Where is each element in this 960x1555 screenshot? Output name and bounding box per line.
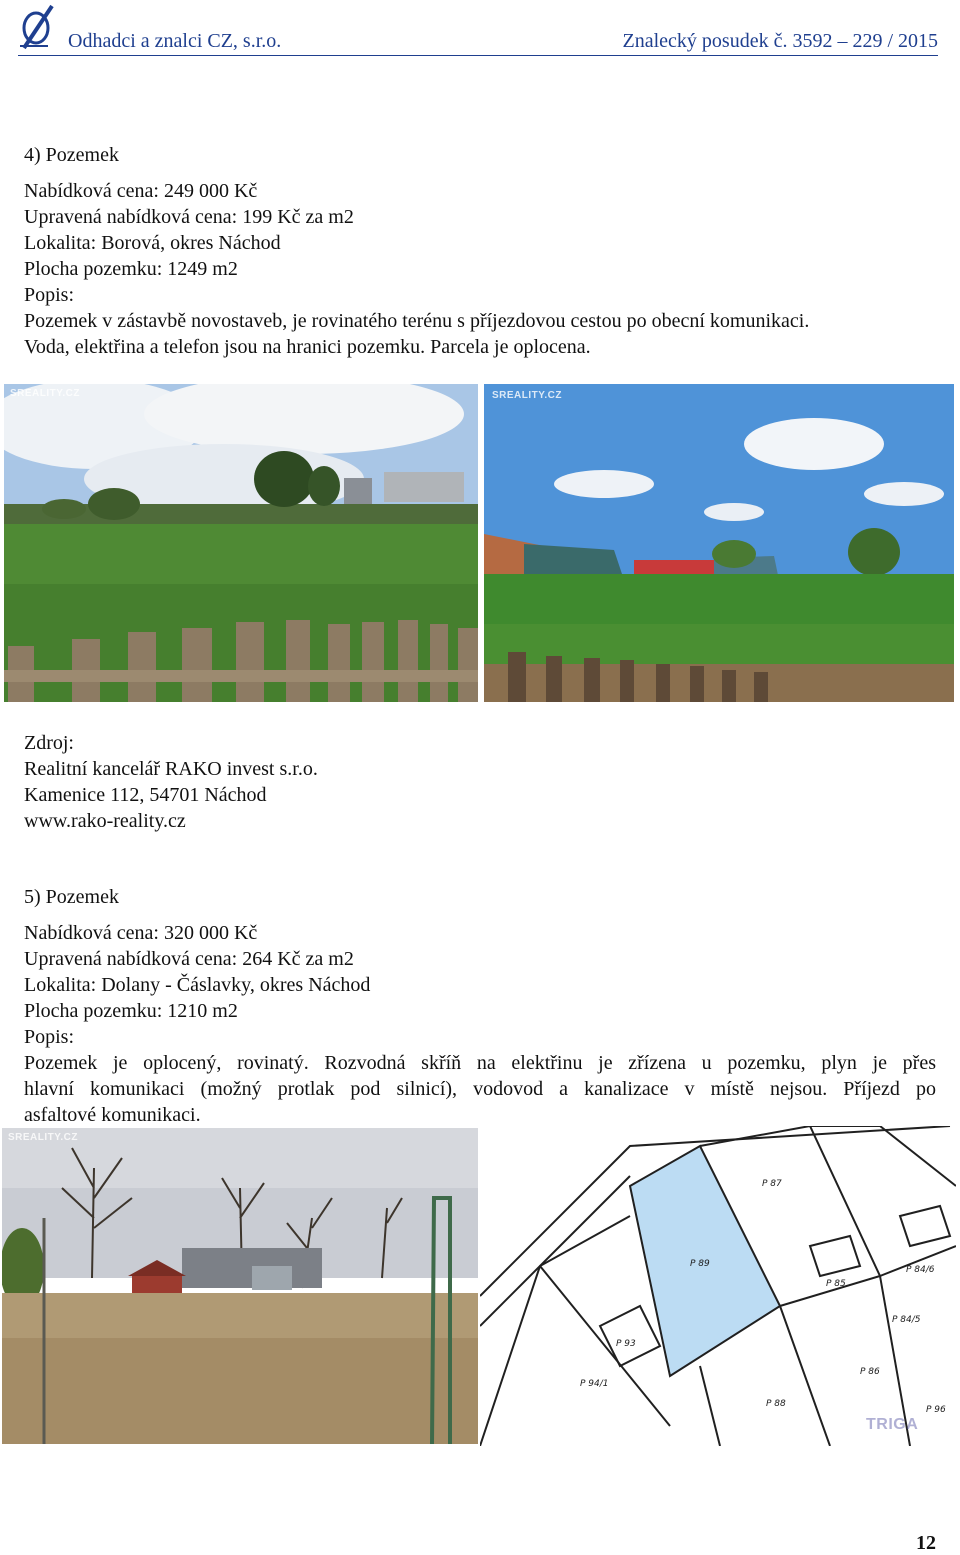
map-parcel-93: P 93	[616, 1339, 636, 1349]
map-parcel-84-5: P 84/5	[892, 1315, 921, 1325]
item5-photo-watermark: SREALITY.CZ	[8, 1132, 78, 1143]
company-logo-icon	[18, 2, 58, 50]
item5-adjusted-price: Upravená nabídková cena: 264 Kč za m2	[24, 948, 354, 970]
map-parcel-84-6: P 84/6	[906, 1265, 935, 1275]
map-parcel-85: P 85	[826, 1279, 846, 1289]
map-parcel-87: P 87	[762, 1179, 782, 1189]
item5-description	[24, 1050, 936, 1128]
item4-description-line-2: Voda, elektřina a telefon jsou na hranici pozemku. Parcela je oplocena.	[24, 336, 591, 358]
map-parcel-89: P 89	[690, 1259, 710, 1269]
item5-description-label: Popis:	[24, 1026, 75, 1048]
item5-description-line-2: hlavní komunikaci (možný protlak pod silnicí), vodovod a kanalizace v místě nejsou. Příjezd po	[24, 1078, 936, 1100]
map-parcel-88: P 88	[766, 1399, 786, 1409]
item4-photo-left-watermark: SREALITY.CZ	[10, 388, 80, 399]
item4-area: Plocha pozemku: 1249 m2	[24, 258, 238, 280]
source-address: Kamenice 112, 54701 Náchod	[24, 784, 267, 806]
item5-description-line-3: asfaltové komunikaci.	[24, 1104, 201, 1126]
item5-heading: 5) Pozemek	[24, 886, 119, 908]
company-name: Odhadci a znalci CZ, s.r.o.	[68, 30, 282, 52]
item4-photo-right-watermark: SREALITY.CZ	[492, 390, 562, 401]
item4-location: Lokalita: Borová, okres Náchod	[24, 232, 281, 254]
item4-photo-left	[4, 384, 478, 702]
document-id: Znalecký posudek č. 3592 – 229 / 2015	[622, 30, 938, 52]
item5-area: Plocha pozemku: 1210 m2	[24, 1000, 238, 1022]
item4-description-label: Popis:	[24, 284, 75, 306]
item4-adjusted-price: Upravená nabídková cena: 199 Kč za m2	[24, 206, 354, 228]
map-parcel-86: P 86	[860, 1367, 880, 1377]
source-name: Realitní kancelář RAKO invest s.r.o.	[24, 758, 318, 780]
item5-location: Lokalita: Dolany - Čáslavky, okres Náchod	[24, 974, 371, 996]
item5-map-watermark: TRIGA	[866, 1416, 919, 1433]
source-web[interactable]: www.rako-reality.cz	[24, 810, 186, 832]
item4-description-line-1: Pozemek v zástavbě novostaveb, je rovinatého terénu s příjezdovou cestou po obecní komunikaci.	[24, 310, 810, 332]
item5-photo	[2, 1128, 478, 1444]
item4-photo-right	[484, 384, 954, 702]
item4-heading: 4) Pozemek	[24, 144, 119, 166]
map-parcel-94-1: P 94/1	[580, 1379, 609, 1389]
map-parcel-96: P 96	[926, 1405, 946, 1415]
page-number: 12	[916, 1532, 936, 1554]
item5-description-line-1: Pozemek je oplocený, rovinatý. Rozvodná skříň na elektřinu je zřízena u pozemku, plyn je přes	[24, 1052, 936, 1074]
source-label: Zdroj:	[24, 732, 74, 754]
item5-offer-price: Nabídková cena: 320 000 Kč	[24, 922, 258, 944]
page-header	[0, 0, 960, 56]
header-divider	[18, 55, 938, 56]
item5-cadastral-map	[480, 1126, 956, 1446]
item4-offer-price: Nabídková cena: 249 000 Kč	[24, 180, 258, 202]
